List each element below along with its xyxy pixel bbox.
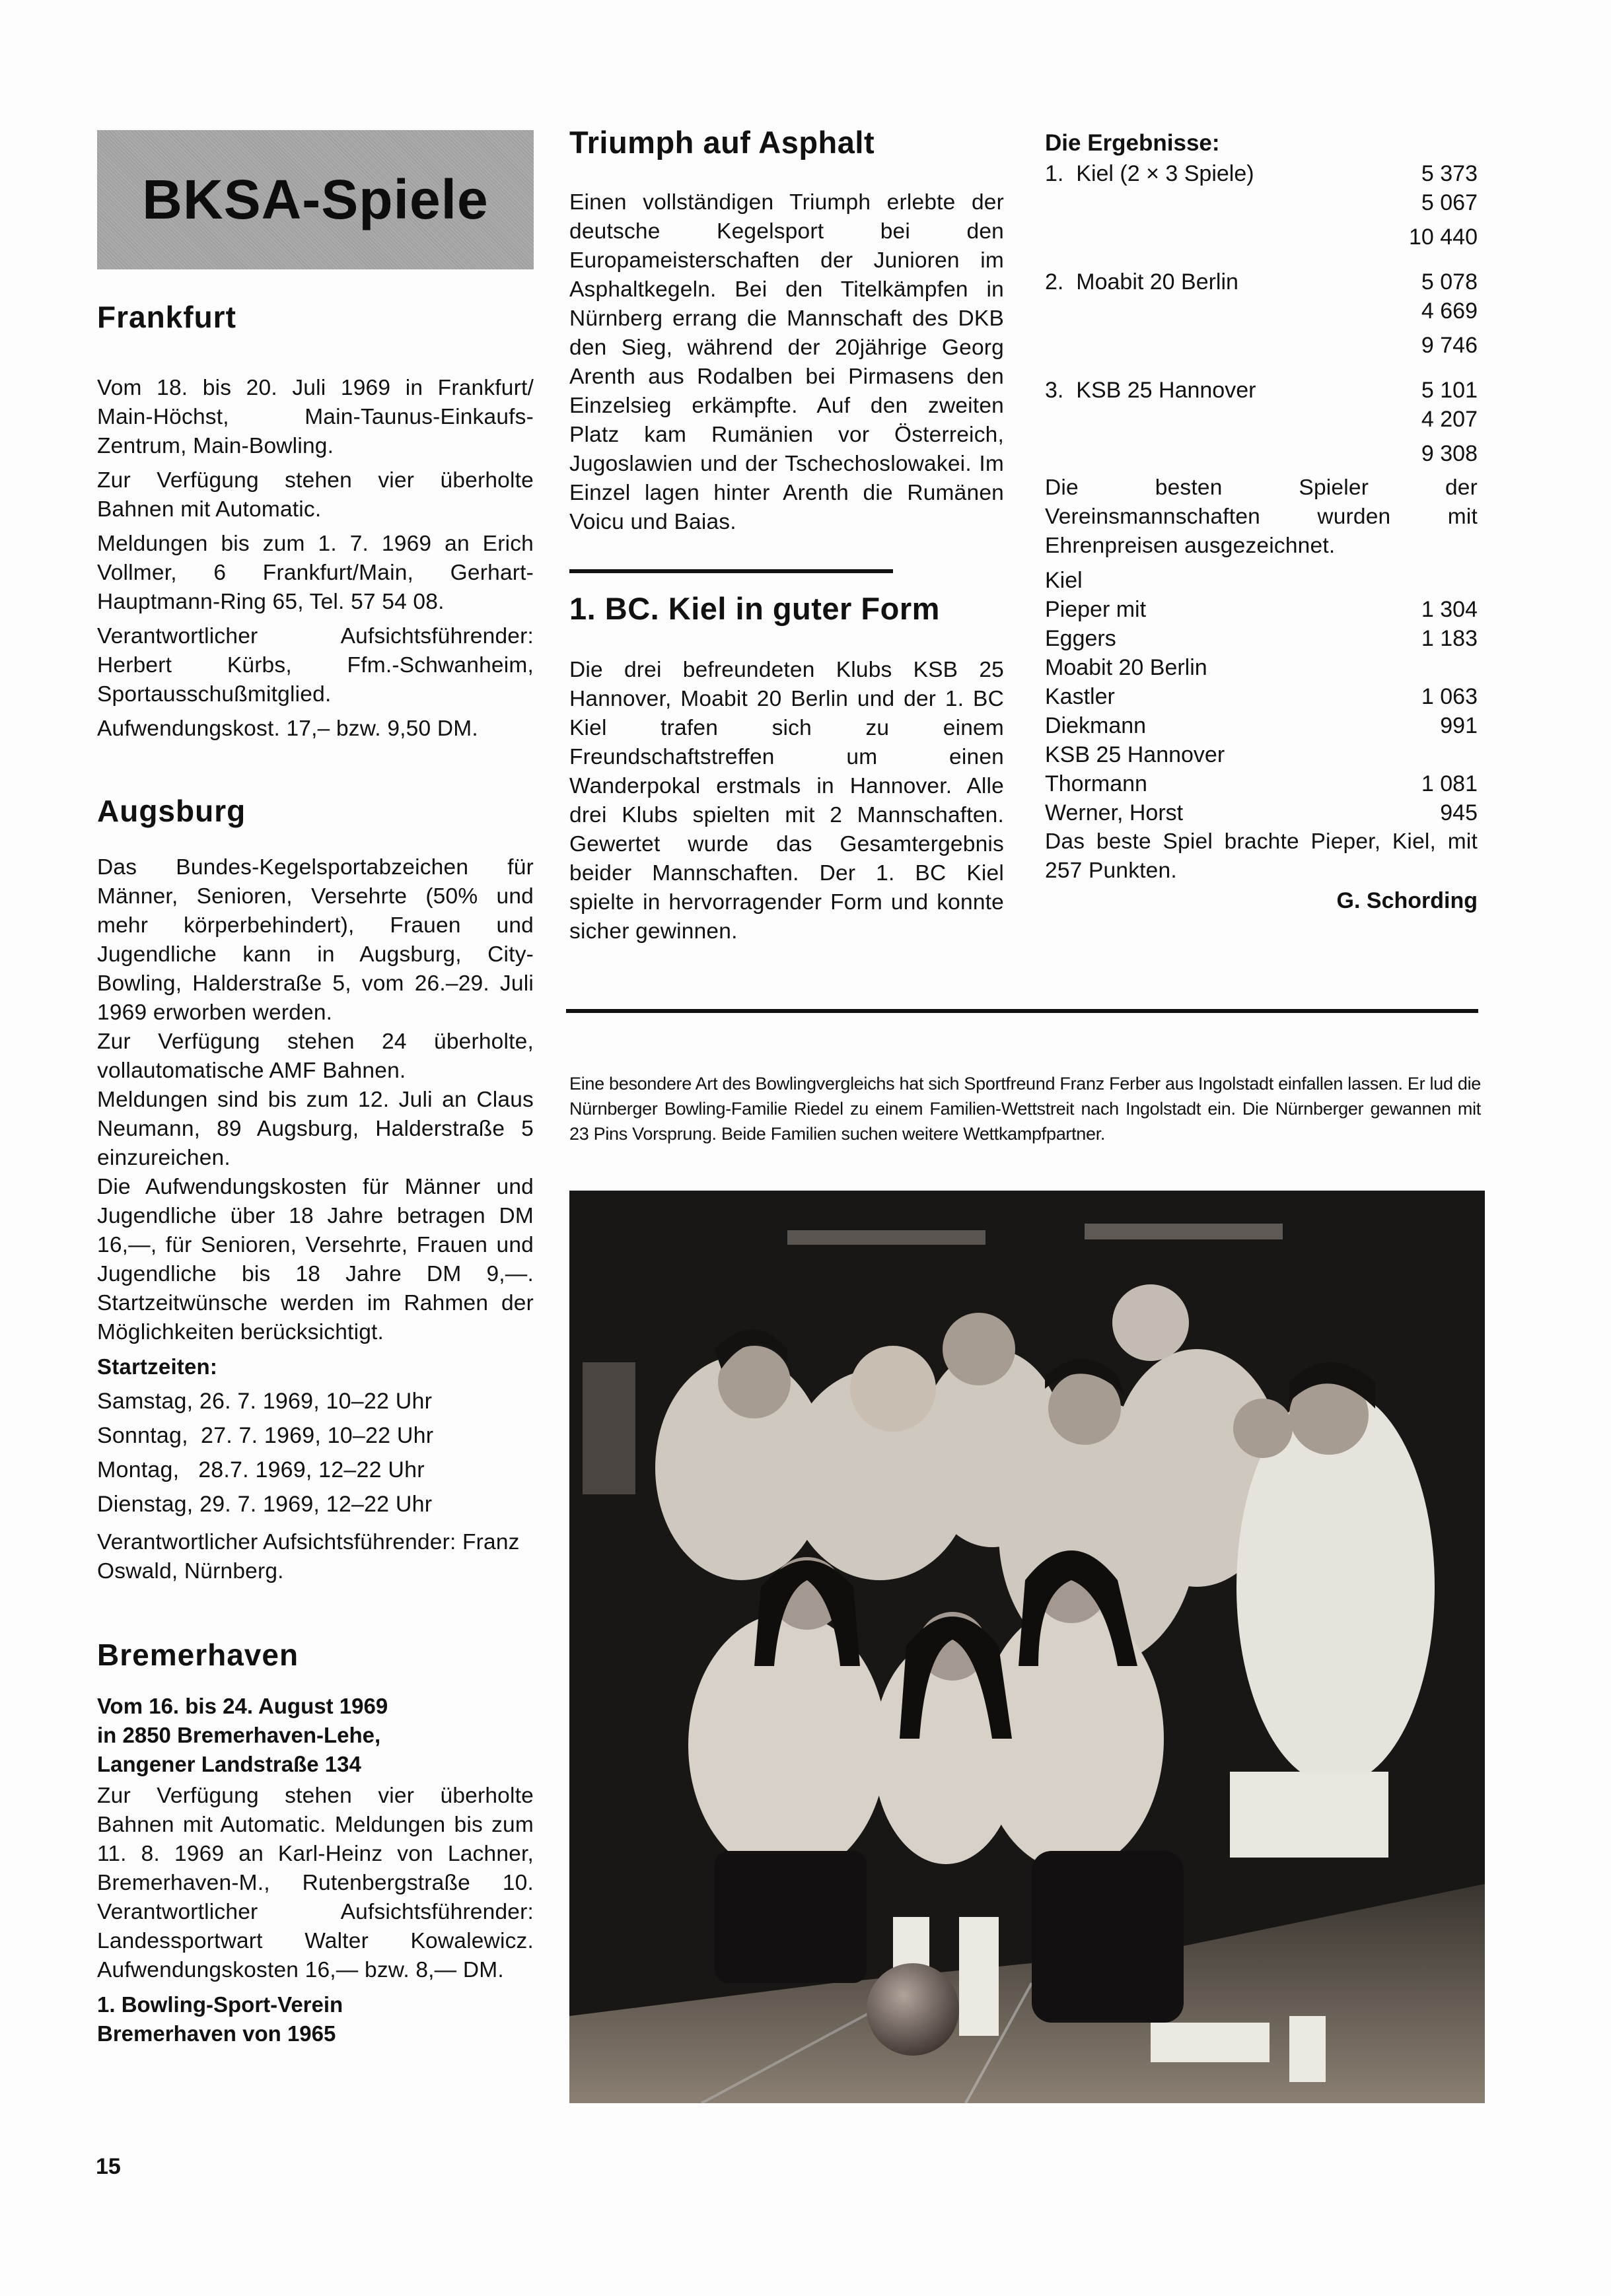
- augsburg-section: [97, 792, 534, 1591]
- article-triumph: [569, 123, 1004, 542]
- augsburg-supervisor: Verantwortlicher Aufsichtsführender: Franz Oswald, Nürnberg.: [97, 1530, 520, 1583]
- player-name: Thormann: [1045, 771, 1147, 796]
- paragraph: Die besten Spieler der Vereinsmannschaften wurden mit Ehrenpreisen ausgezeichnet.: [1045, 475, 1478, 558]
- startzeit-item: Dienstag, 29. 7. 1969, 12–22 Uhr: [97, 1492, 433, 1517]
- frankfurt-heading: Frankfurt: [97, 300, 236, 334]
- rank: 3.: [1045, 378, 1064, 403]
- player-score: 1 081: [1421, 771, 1478, 796]
- signature-line: 1. Bowling-Sport-Verein: [97, 1992, 343, 2017]
- startzeit-item: Sonntag, 27. 7. 1969, 10–22 Uhr: [97, 1423, 434, 1448]
- score: 4 669: [1421, 298, 1478, 324]
- article-kiel: [569, 590, 1004, 952]
- paragraph: Die Aufwendungskosten für Männer und Jugendliche über 18 Jahre betragen DM 16,—, für Senioren, Versehrte, Frauen und Jugendliche bis 18 Jahre DM 9,—. Startzeitwünsche werden im Rahmen der Möglichkeiten berücksichtigt.: [97, 1175, 534, 1344]
- player-row: [1045, 711, 1478, 740]
- player-row: [1045, 798, 1478, 827]
- result-entry: [1045, 376, 1478, 468]
- player-score: 991: [1440, 713, 1478, 738]
- player-row: [1045, 682, 1478, 711]
- score: 5 078: [1421, 269, 1478, 295]
- bremerhaven-section: [97, 1636, 534, 2048]
- player-row: [1045, 769, 1478, 798]
- player-name: Eggers: [1045, 626, 1116, 651]
- best-players-intro: [1045, 473, 1478, 561]
- bremerhaven-heading: Bremerhaven: [97, 1638, 299, 1672]
- best-game: [1045, 827, 1478, 886]
- score: 5 373: [1421, 161, 1478, 186]
- team-name: Moabit 20 Berlin: [1076, 269, 1238, 295]
- player-name: KSB 25 Hannover: [1045, 742, 1225, 767]
- signature-line: Bremerhaven von 1965: [97, 2021, 336, 2046]
- player-name: Pieper mit: [1045, 597, 1147, 622]
- page-number: 15: [96, 2154, 121, 2179]
- total-score: 9 308: [1421, 441, 1478, 466]
- article-body: [569, 656, 1004, 946]
- subheading-line: Vom 16. bis 24. August 1969: [97, 1694, 388, 1718]
- player-name: Werner, Horst: [1045, 800, 1184, 825]
- paragraph: Zur Verfügung stehen vier überholte Bahnen mit Automatic. Meldungen bis zum 11. 8. 1969 an Karl-Heinz von Lachner, Bremerhaven-M., Rutenbergstraße 10. Verantwortlicher Aufsichtsführender: Landessportwart Walter Kowalewicz. Aufwendungskosten 16,— bzw. 8,— DM.: [97, 1784, 534, 1982]
- total-score: 10 440: [1409, 225, 1478, 250]
- augsburg-body: [97, 853, 534, 1586]
- results-section: [1045, 129, 1478, 916]
- frankfurt-body: [97, 374, 534, 744]
- rank: 1.: [1045, 161, 1064, 186]
- rank: 2.: [1045, 269, 1064, 295]
- score: 4 207: [1421, 407, 1478, 432]
- bremerhaven-signature: [97, 1990, 534, 2048]
- player-row: [1045, 740, 1478, 769]
- best-players-list: [1045, 566, 1478, 827]
- bremerhaven-body: [97, 1782, 534, 1985]
- player-score: 1 304: [1421, 597, 1478, 622]
- paragraph: Meldungen bis zum 1. 7. 1969 an Erich Vollmer, 6 Frankfurt/Main, Gerhart-Hauptmann-Ring 65, Tel. 57 54 08.: [97, 532, 534, 614]
- bremerhaven-subheading: [97, 1692, 534, 1779]
- startzeiten-label: Startzeiten:: [97, 1354, 218, 1379]
- frankfurt-section: [97, 298, 534, 749]
- subheading-line: Langener Landstraße 134: [97, 1752, 361, 1776]
- player-row: [1045, 653, 1478, 682]
- team-name: KSB 25 Hannover: [1076, 378, 1256, 403]
- total-score: 9 746: [1421, 333, 1478, 358]
- group-photo: [569, 1191, 1485, 2103]
- article-body: [569, 188, 1004, 537]
- team-name: Kiel (2 × 3 Spiele): [1076, 161, 1254, 186]
- paragraph: Zur Verfügung stehen 24 überholte, vollautomatische AMF Bahnen.: [97, 1029, 534, 1083]
- paragraph: Zur Verfügung stehen vier überholte Bahnen mit Automatic.: [97, 468, 534, 522]
- result-entry: [1045, 159, 1478, 252]
- paragraph: Verantwortlicher Aufsichtsführender: Herbert Kürbs, Ffm.-Schwanheim, Sportausschußmitglied.: [97, 624, 534, 707]
- startzeit-item: Samstag, 26. 7. 1969, 10–22 Uhr: [97, 1389, 433, 1414]
- paragraph: Meldungen sind bis zum 12. Juli an Claus Neumann, 89 Augsburg, Halderstraße 5 einzureichen.: [97, 1088, 534, 1170]
- photo-caption: Eine besondere Art des Bowlingvergleichs hat sich Sportfreund Franz Ferber aus Ingolstadt einfallen lassen. Er lud die Nürnberger Bowling-Familie Riedel zu einem Familien-Wettstreit nach Ingolstadt ein. Die Nürnberger gewannen mit 23 Pins Vorsprung. Beide Familien suchen weitere Wettkampfpartner.: [569, 1074, 1481, 1144]
- paragraph: Das beste Spiel brachte Pieper, Kiel, mit 257 Punkten.: [1045, 829, 1478, 883]
- article-heading: 1. BC. Kiel in guter Form: [569, 591, 940, 626]
- player-name: Kiel: [1045, 568, 1083, 593]
- player-name: Moabit 20 Berlin: [1045, 655, 1207, 680]
- section-title-box: [97, 130, 534, 269]
- results-heading: Die Ergebnisse:: [1045, 130, 1220, 156]
- player-row: [1045, 624, 1478, 653]
- startzeit-item: Montag, 28.7. 1969, 12–22 Uhr: [97, 1457, 425, 1482]
- divider-rule: [569, 569, 893, 573]
- score: 5 101: [1421, 378, 1478, 403]
- player-score: 1 183: [1421, 626, 1478, 651]
- subheading-line: in 2850 Bremerhaven-Lehe,: [97, 1723, 381, 1747]
- player-row: [1045, 595, 1478, 624]
- paragraph: Die drei befreundeten Klubs KSB 25 Hannover, Moabit 20 Berlin und der 1. BC Kiel trafen sich zu einem Freundschaftstreffen um einen Wanderpokal erstmals in Hannover. Alle drei Klubs spielten mit 2 Mannschaften. Gewertet wurde das Gesamtergebnis beider Mannschaften. Der 1. BC Kiel spielte in hervorragender Form und konnte sicher gewinnen.: [569, 658, 1004, 944]
- player-score: 1 063: [1421, 684, 1478, 709]
- score: 5 067: [1421, 190, 1478, 215]
- player-row: [1045, 566, 1478, 595]
- player-score: 945: [1440, 800, 1478, 825]
- paragraph: Das Bundes-Kegelsportabzeichen für Männer, Senioren, Versehrte (50% und mehr körperbehindert), Frauen und Jugendliche kann in Augsburg, City-Bowling, Halderstraße 5, vom 26.–29. Juli 1969 erworben werden.: [97, 855, 534, 1025]
- photo-illustration: [569, 1191, 1485, 2103]
- paragraph: Vom 18. bis 20. Juli 1969 in Frankfurt/ Main-Höchst, Main-Taunus-Einkaufs-Zentrum, Main-Bowling.: [97, 376, 534, 458]
- player-name: Diekmann: [1045, 713, 1147, 738]
- author-signature: G. Schording: [1336, 888, 1478, 913]
- paragraph: Einen vollständigen Triumph erlebte der deutsche Kegelsport bei den Europameisterschaften der Junioren im Asphaltkegeln. Bei den Titelkämpfen in Nürnberg errang die Mannschaft des DKB den Sieg, während der 20jährige Georg Arenth aus Rodalben bei Pirmasens den Einzelsieg erkämpfte. Auf den zweiten Platz kam Rumänien vor Österreich, Jugoslawien und der Tschechoslowakei. Im Einzel lagen hinter Arenth die Rumänen Voicu und Baias.: [569, 190, 1004, 534]
- article-heading: Triumph auf Asphalt: [569, 125, 875, 160]
- divider-rule: [566, 1009, 1478, 1013]
- augsburg-heading: Augsburg: [97, 794, 246, 828]
- section-title: BKSA-Spiele: [142, 168, 489, 230]
- paragraph: Aufwendungskost. 17,– bzw. 9,50 DM.: [97, 716, 478, 741]
- result-entry: [1045, 267, 1478, 360]
- player-name: Kastler: [1045, 684, 1115, 709]
